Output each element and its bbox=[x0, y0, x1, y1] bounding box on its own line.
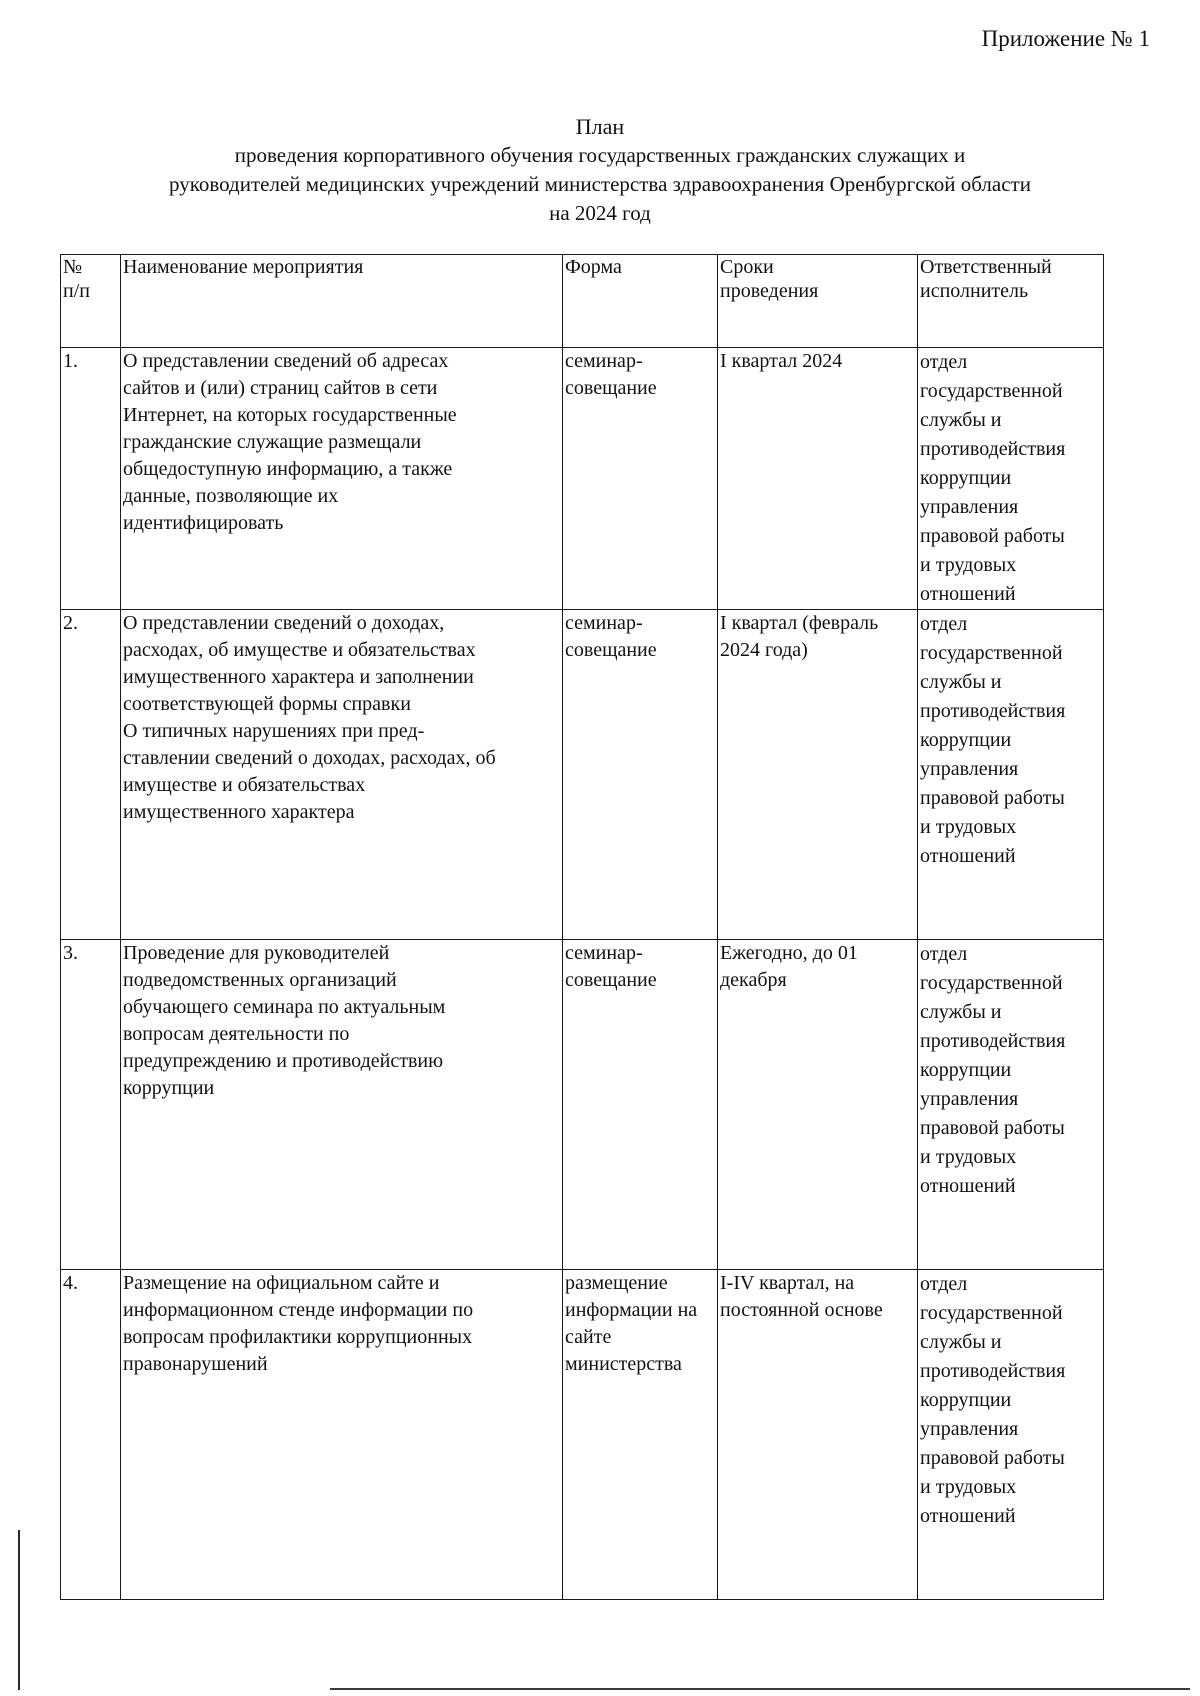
cell-form bbox=[563, 348, 718, 610]
text-line: службы и bbox=[920, 1331, 1002, 1353]
text-line: государственной bbox=[920, 642, 1063, 664]
heading-line-2: руководителей медицинских учреждений министерства здравоохранения Оренбургской области bbox=[169, 172, 1031, 196]
text-line: имуществе и обязательствах bbox=[123, 774, 366, 796]
text-line: О типичных нарушениях при пред- bbox=[123, 720, 425, 742]
cell-resp bbox=[918, 348, 1104, 610]
header-date bbox=[718, 255, 918, 348]
text-line: совещание bbox=[565, 969, 657, 991]
text-line: отдел bbox=[920, 613, 968, 635]
text-line: и трудовых bbox=[920, 1146, 1017, 1168]
text-line: отношений bbox=[920, 1175, 1016, 1197]
appendix-label: Приложение № 1 bbox=[981, 26, 1150, 51]
table-row bbox=[61, 940, 1104, 1270]
cell-num: 4. bbox=[61, 1270, 121, 1600]
text-line: и трудовых bbox=[920, 554, 1017, 576]
text-line: расходах, об имуществе и обязательствах bbox=[123, 639, 476, 661]
table-header-row bbox=[61, 255, 1104, 348]
text-line: противодействия bbox=[920, 1360, 1066, 1382]
text-line: коррупции bbox=[920, 1389, 1012, 1411]
text-line: государственной bbox=[920, 380, 1063, 402]
text-line: информационном стенде информации по bbox=[123, 1299, 474, 1321]
text-line: семинар- bbox=[565, 942, 643, 964]
text-line: Размещение на официальном сайте и bbox=[123, 1272, 440, 1294]
text-line: и трудовых bbox=[920, 1476, 1017, 1498]
cell-resp bbox=[918, 940, 1104, 1270]
cell-date bbox=[718, 348, 918, 610]
cell-form bbox=[563, 940, 718, 1270]
text-line: отдел bbox=[920, 351, 968, 373]
text-line: отдел bbox=[920, 943, 968, 965]
cell-date bbox=[718, 610, 918, 940]
text-line: отношений bbox=[920, 583, 1016, 605]
text-line: идентифицировать bbox=[123, 512, 284, 534]
text-line: управления bbox=[920, 1418, 1019, 1440]
text-line: правовой работы bbox=[920, 787, 1065, 809]
text-line: имущественного характера bbox=[123, 801, 355, 823]
text-line: коррупции bbox=[920, 1059, 1012, 1081]
scan-edge-bottom bbox=[330, 1688, 1190, 1690]
text-line: сайте bbox=[565, 1326, 612, 1348]
cell-resp bbox=[918, 610, 1104, 940]
cell-name bbox=[121, 1270, 563, 1600]
text-line: службы и bbox=[920, 671, 1002, 693]
header-num-line: п/п bbox=[63, 280, 90, 302]
cell-name bbox=[121, 348, 563, 610]
header-date-line: Сроки bbox=[720, 256, 774, 278]
text-line: службы и bbox=[920, 1001, 1002, 1023]
text-line: противодействия bbox=[920, 1030, 1066, 1052]
table-row bbox=[61, 1270, 1104, 1600]
document-title: План bbox=[575, 114, 625, 139]
header-num-line: № bbox=[63, 256, 83, 278]
text-line: имущественного характера и заполнении bbox=[123, 666, 474, 688]
cell-date bbox=[718, 1270, 918, 1600]
heading-line-3: на 2024 год bbox=[549, 201, 651, 225]
cell-date bbox=[718, 940, 918, 1270]
text-line: Ежегодно, до 01 bbox=[720, 942, 858, 964]
text-line: семинар- bbox=[565, 350, 643, 372]
text-line: коррупции bbox=[920, 467, 1012, 489]
text-line: государственной bbox=[920, 972, 1063, 994]
text-line: гражданские служащие размещали bbox=[123, 431, 422, 453]
text-line: декабря bbox=[720, 969, 787, 991]
text-line: совещание bbox=[565, 377, 657, 399]
table-row bbox=[61, 610, 1104, 940]
cell-num: 1. bbox=[61, 348, 121, 610]
heading-line-1: проведения корпоративного обучения государственных гражданских служащих и bbox=[234, 143, 966, 167]
header-name: Наименование мероприятия bbox=[121, 255, 563, 348]
scan-edge-left bbox=[18, 1530, 20, 1690]
text-line: данные, позволяющие их bbox=[123, 485, 339, 507]
text-line: О представлении сведений о доходах, bbox=[123, 612, 445, 634]
header-form: Форма bbox=[563, 255, 718, 348]
text-line: отношений bbox=[920, 1505, 1016, 1527]
text-line: размещение bbox=[565, 1272, 668, 1294]
text-line: отдел bbox=[920, 1273, 968, 1295]
text-line: правовой работы bbox=[920, 1447, 1065, 1469]
text-line: вопросам деятельности по bbox=[123, 1023, 350, 1045]
text-line: соответствующей формы справки bbox=[123, 693, 411, 715]
cell-num: 2. bbox=[61, 610, 121, 940]
document-heading bbox=[60, 112, 1140, 228]
text-line: коррупции bbox=[920, 729, 1012, 751]
text-line: сайтов и (или) страниц сайтов в сети bbox=[123, 377, 438, 399]
cell-form bbox=[563, 610, 718, 940]
text-line: управления bbox=[920, 496, 1019, 518]
text-line: 2024 года) bbox=[720, 639, 808, 661]
text-line: противодействия bbox=[920, 438, 1066, 460]
text-line: I квартал (февраль bbox=[720, 612, 879, 634]
text-line: О представлении сведений об адресах bbox=[123, 350, 449, 372]
text-line: общедоступную информацию, а также bbox=[123, 458, 453, 480]
cell-num: 3. bbox=[61, 940, 121, 1270]
text-line: I квартал 2024 bbox=[720, 350, 843, 372]
text-line: службы и bbox=[920, 409, 1002, 431]
header-resp bbox=[918, 255, 1104, 348]
text-line: информации на bbox=[565, 1299, 698, 1321]
text-line: совещание bbox=[565, 639, 657, 661]
text-line: и трудовых bbox=[920, 816, 1017, 838]
text-line: управления bbox=[920, 758, 1019, 780]
text-line: ставлении сведений о доходах, расходах, об bbox=[123, 747, 496, 769]
text-line: подведомственных организаций bbox=[123, 969, 397, 991]
text-line: I-IV квартал, на bbox=[720, 1272, 855, 1294]
header-resp-line: Ответственный bbox=[920, 256, 1052, 278]
text-line: коррупции bbox=[123, 1077, 215, 1099]
text-line: Проведение для руководителей bbox=[123, 942, 390, 964]
text-line: обучающего семинара по актуальным bbox=[123, 996, 446, 1018]
table-row bbox=[61, 348, 1104, 610]
text-line: Интернет, на которых государственные bbox=[123, 404, 457, 426]
text-line: правовой работы bbox=[920, 525, 1065, 547]
cell-resp bbox=[918, 1270, 1104, 1600]
header-num bbox=[61, 255, 121, 348]
text-line: постоянной основе bbox=[720, 1299, 883, 1321]
text-line: противодействия bbox=[920, 700, 1066, 722]
header-resp-line: исполнитель bbox=[920, 280, 1029, 302]
header-date-line: проведения bbox=[720, 280, 819, 302]
text-line: вопросам профилактики коррупционных bbox=[123, 1326, 473, 1348]
cell-name bbox=[121, 940, 563, 1270]
cell-name bbox=[121, 610, 563, 940]
cell-form bbox=[563, 1270, 718, 1600]
text-line: семинар- bbox=[565, 612, 643, 634]
text-line: предупреждению и противодействию bbox=[123, 1050, 444, 1072]
text-line: государственной bbox=[920, 1302, 1063, 1324]
text-line: правовой работы bbox=[920, 1117, 1065, 1139]
text-line: управления bbox=[920, 1088, 1019, 1110]
text-line: правонарушений bbox=[123, 1353, 268, 1375]
plan-table bbox=[60, 254, 1104, 1600]
text-line: отношений bbox=[920, 845, 1016, 867]
text-line: министерства bbox=[565, 1353, 682, 1375]
